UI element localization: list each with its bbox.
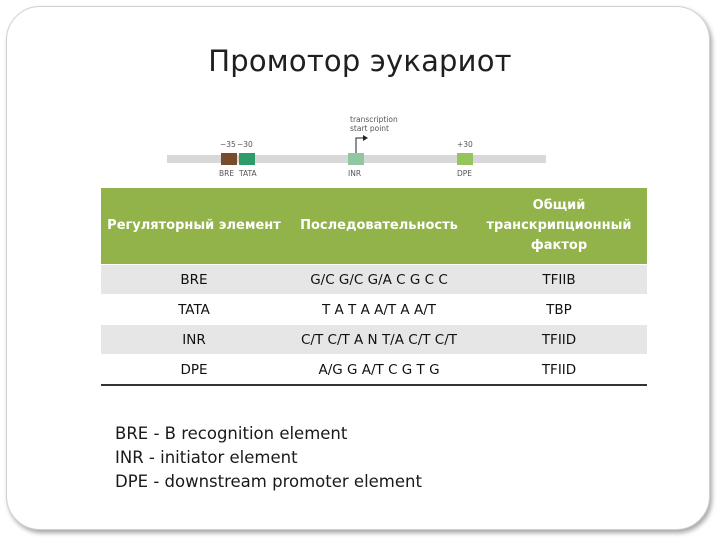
cell-factor: TFIIB bbox=[471, 265, 647, 295]
legend-item-inr: INR - initiator element bbox=[115, 448, 298, 467]
table-row bbox=[101, 295, 647, 325]
table-header-row bbox=[101, 188, 647, 265]
table-row bbox=[101, 355, 647, 386]
tss-label-line2: start point bbox=[350, 124, 389, 133]
bre-label: BRE bbox=[219, 169, 235, 178]
pos-label-35: −35 bbox=[220, 140, 236, 149]
table-row bbox=[101, 325, 647, 355]
inr-label: INR bbox=[348, 169, 362, 178]
cell-element: DPE bbox=[101, 355, 287, 386]
table-row bbox=[101, 265, 647, 295]
promoter-diagram bbox=[150, 112, 550, 184]
inr-box bbox=[348, 153, 364, 165]
cell-sequence: A/G G A/T C G T G bbox=[287, 355, 471, 386]
tata-label: TATA bbox=[239, 169, 257, 178]
promoter-elements-table bbox=[101, 188, 647, 386]
cell-factor: TBP bbox=[471, 295, 647, 325]
dpe-box bbox=[457, 153, 473, 165]
legend-item-bre: BRE - B recognition element bbox=[115, 424, 348, 443]
cell-factor: TFIID bbox=[471, 325, 647, 355]
header-element: Регуляторный элемент bbox=[101, 188, 287, 265]
tata-box bbox=[239, 153, 255, 165]
cell-element: BRE bbox=[101, 265, 287, 295]
header-factor: Общий транскрипционный фактор bbox=[471, 188, 647, 265]
pos-label-plus30: +30 bbox=[457, 140, 473, 149]
cell-element: TATA bbox=[101, 295, 287, 325]
dpe-label: DPE bbox=[457, 169, 473, 178]
tss-arrow-head bbox=[363, 135, 368, 141]
cell-factor: TFIID bbox=[471, 355, 647, 386]
slide-title: Промотор эукариот bbox=[208, 44, 512, 78]
tss-label-line1: transcription bbox=[350, 115, 398, 124]
cell-element: INR bbox=[101, 325, 287, 355]
legend-item-dpe: DPE - downstream promoter element bbox=[115, 472, 422, 491]
cell-sequence: T A T A A/T A A/T bbox=[287, 295, 471, 325]
header-sequence: Последовательность bbox=[287, 188, 471, 265]
bre-box bbox=[221, 153, 237, 165]
cell-sequence: G/C G/C G/A C G C C bbox=[287, 265, 471, 295]
abbreviation-legend bbox=[115, 422, 422, 494]
pos-label-30: −30 bbox=[237, 140, 253, 149]
cell-sequence: C/T C/T A N T/A C/T C/T bbox=[287, 325, 471, 355]
